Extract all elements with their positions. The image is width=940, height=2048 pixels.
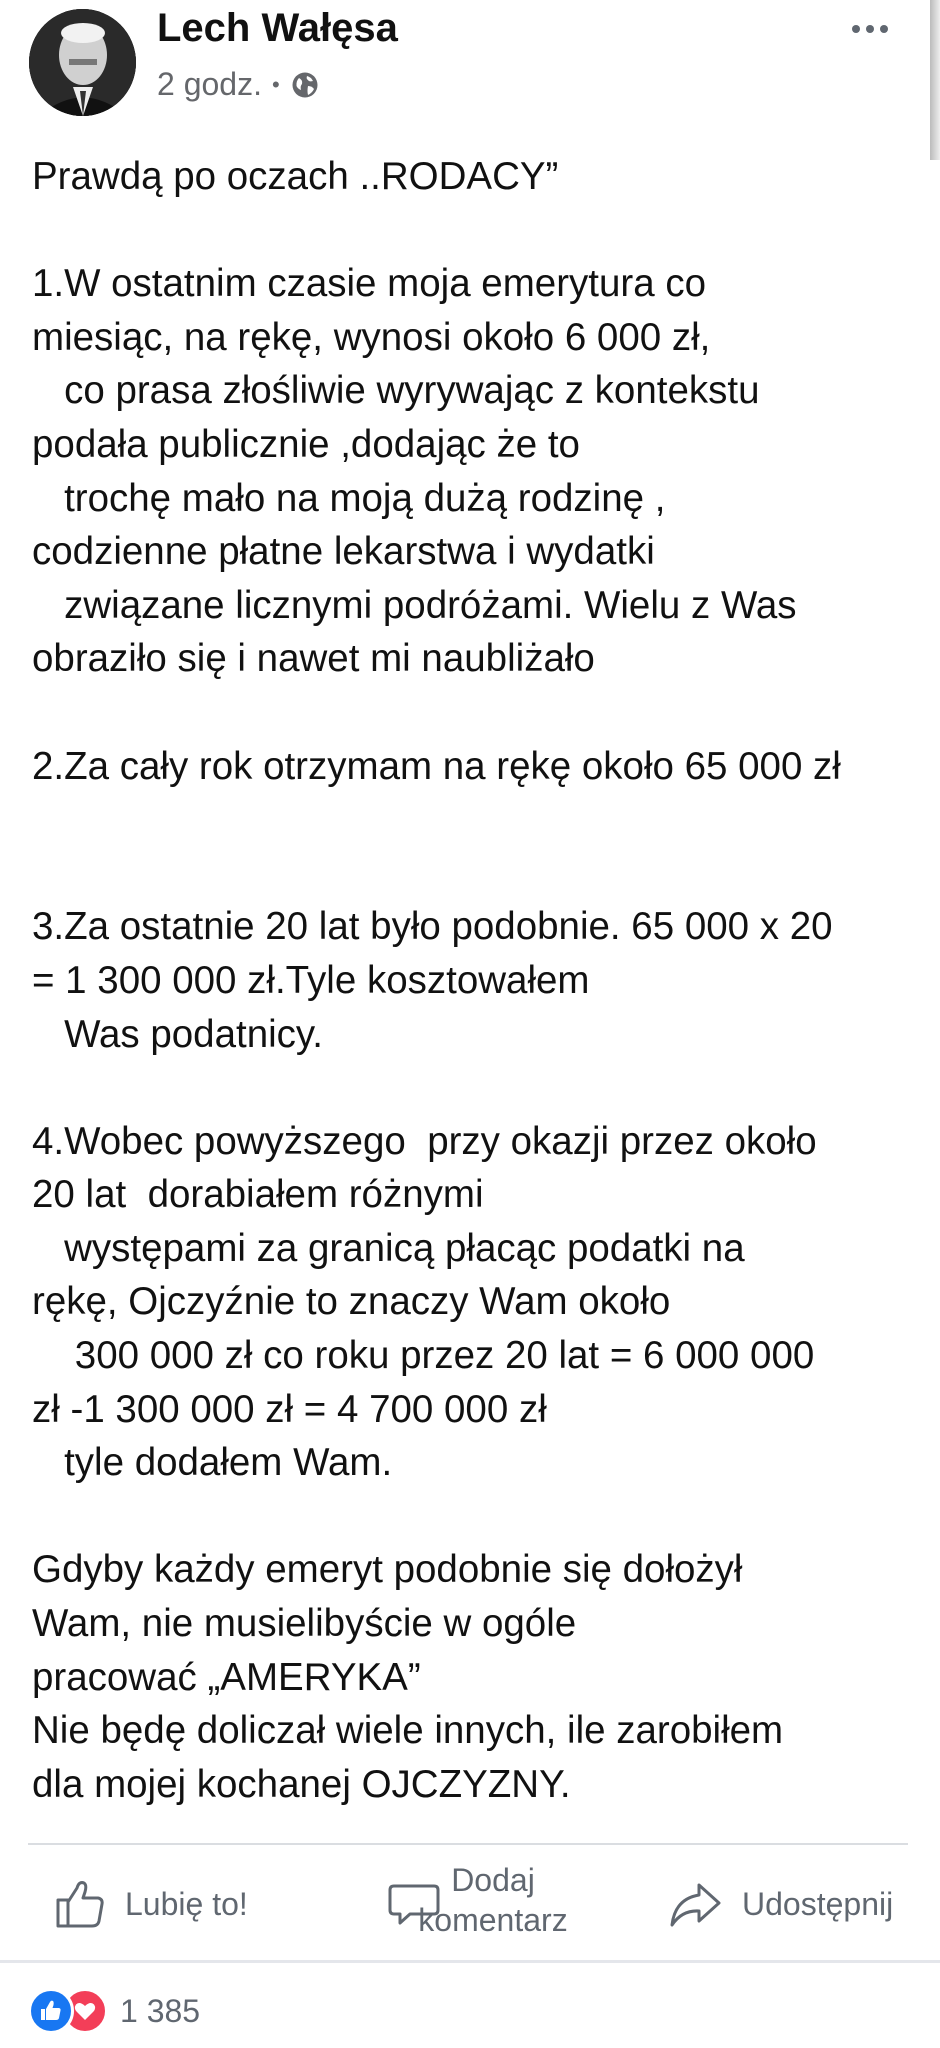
- post-text-line: 2.Za cały rok otrzymam na rękę około 65 000 zł: [32, 744, 841, 788]
- like-label: Lubię to!: [125, 1885, 248, 1922]
- post-text-line: Nie będę doliczał wiele innych, ile zarobiłem: [32, 1709, 784, 1753]
- divider: [28, 1843, 908, 1845]
- post-text-line: = 1 300 000 zł.Tyle kosztowałem: [32, 958, 590, 1002]
- post-text-line: 20 lat dorabiałem różnymi: [32, 1173, 484, 1217]
- post-text-line: Was podatnicy.: [32, 1012, 324, 1056]
- author-avatar[interactable]: [29, 9, 136, 116]
- screen-edge: [930, 0, 940, 160]
- more-options-dot: [880, 25, 888, 33]
- post-text-line: [32, 1061, 922, 1115]
- post-text-line: codzienne płatne lekarstwa i wydatki: [32, 530, 655, 574]
- post-text-line: dla mojej kochanej OJCZYZNY.: [32, 1762, 571, 1806]
- post-text-line: zł -1 300 000 zł = 4 700 000 zł: [32, 1387, 547, 1431]
- post-text-line: co prasa złośliwie wyrywając z kontekstu: [32, 369, 760, 413]
- share-arrow-icon: [668, 1877, 722, 1931]
- post-time[interactable]: 2 godz.: [157, 66, 262, 102]
- post-text-line: [32, 847, 922, 901]
- post-text-line: trochę mało na moją dużą rodzinę ,: [32, 476, 666, 520]
- post-text-line: Wam, nie musielibyście w ogóle: [32, 1602, 577, 1646]
- meta-separator: •: [271, 71, 280, 97]
- thumbs-up-icon: [55, 1878, 107, 1930]
- post-text-line: Gdyby każdy emeryt podobnie się dołożył: [32, 1548, 743, 1592]
- like-button[interactable]: [55, 1846, 248, 1962]
- avatar-photo-icon: [29, 9, 136, 116]
- comment-label-line1: Dodaj: [451, 1862, 535, 1898]
- post-text-line: obraziło się i nawet mi naubliżało: [32, 637, 595, 681]
- share-label: Udostępnij: [742, 1885, 894, 1922]
- action-bar: [0, 1846, 940, 1962]
- post-text-line: Prawdą po oczach ..RODACY”: [32, 155, 559, 198]
- author-name[interactable]: Lech Wałęsa: [157, 6, 398, 50]
- post-text-line: podała publicznie ,dodając że to: [32, 422, 580, 466]
- post-text-line: tyle dodałem Wam.: [32, 1441, 393, 1485]
- comment-label: [388, 1860, 598, 1940]
- post-text-line: związane licznymi podróżami. Wielu z Was: [32, 583, 797, 627]
- globe-icon[interactable]: [290, 70, 320, 100]
- post-header: [0, 0, 940, 125]
- post-text-line: miesiąc, na rękę, wynosi około 6 000 zł,: [32, 315, 711, 359]
- reaction-count: 1 385: [120, 1992, 201, 2029]
- more-options-dot: [866, 25, 874, 33]
- post-text-line: 3.Za ostatnie 20 lat było podobnie. 65 000 x 20: [32, 905, 833, 949]
- post-text-line: [32, 686, 922, 740]
- post-meta: [157, 66, 320, 103]
- post-text-line: 1.W ostatnim czasie moja emerytura co: [32, 262, 706, 306]
- more-options-icon: [852, 25, 860, 33]
- more-options-button[interactable]: [840, 14, 900, 44]
- divider: [0, 1960, 940, 1963]
- comment-label-line2: komentarz: [418, 1902, 568, 1938]
- reactions-summary[interactable]: [28, 1987, 200, 2035]
- post-text-line: 4.Wobec powyższego przy okazji przez około: [32, 1119, 817, 1163]
- post-text: [32, 150, 922, 1811]
- post-text-line: [32, 793, 922, 847]
- post-text-line: [32, 204, 922, 258]
- post-text-line: występami za granicą płacąc podatki na: [32, 1226, 745, 1270]
- post-text-line: 300 000 zł co roku przez 20 lat = 6 000 000: [32, 1334, 815, 1378]
- post-text-line: pracować „AMERYKA”: [32, 1655, 421, 1699]
- share-button[interactable]: [668, 1846, 893, 1962]
- post-text-line: rękę, Ojczyźnie to znaczy Wam około: [32, 1280, 671, 1324]
- like-reaction-icon: [28, 1988, 74, 2034]
- post-text-line: [32, 1490, 922, 1544]
